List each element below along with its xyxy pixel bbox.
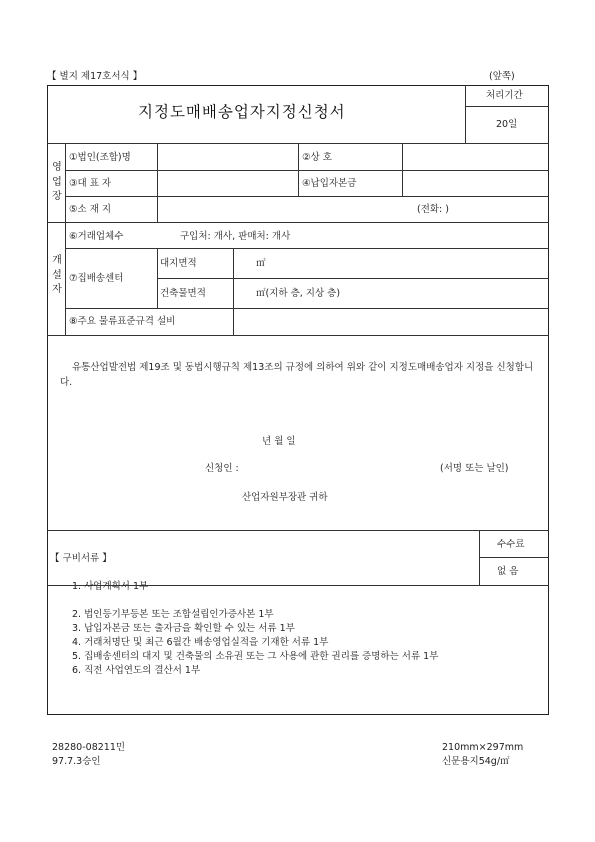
paid-capital-field[interactable] [404, 175, 546, 193]
site-area-label: 대지면적 [160, 258, 197, 269]
page-side: (앞쪽) [489, 71, 515, 82]
form-number: 【 별지 제17호서식 】 [47, 71, 143, 82]
document-item: 5. 집배송센터의 대지 및 건축물의 소유권 또는 그 사용에 관한 권리를 증명하는 서류 1부 [72, 651, 439, 662]
fee-label: 수수료 [497, 539, 525, 550]
location-label: ⑤소 재 지 [69, 204, 112, 215]
location-field[interactable] [159, 201, 409, 219]
representative-label: ③대 표 자 [69, 178, 112, 189]
paper-type: 신문용지54g/㎡ [442, 756, 510, 767]
form-title: 지정도매배송업자지정신청서 [138, 103, 346, 121]
signature-label: (서명 또는 날인) [440, 463, 509, 474]
processing-period-label: 처리기간 [486, 90, 523, 101]
establish-section-label: 개설자 [52, 255, 62, 295]
phone-label: (전화: ) [417, 204, 449, 215]
approval-date: 97.7.3승인 [52, 756, 101, 767]
trade-name-label: ②상 호 [302, 152, 332, 163]
partner-count-value[interactable]: 구입처: 개사, 판매처: 개사 [180, 231, 291, 242]
trade-name-field[interactable] [404, 149, 546, 167]
distribution-center-label: ⑦집배송센터 [69, 273, 124, 284]
partner-count-label: ⑥거래업체수 [69, 231, 124, 242]
document-item: 2. 법인등기부등본 또는 조합설립인가증사본 1부 [72, 609, 274, 620]
paid-capital-label: ④납입자본금 [302, 178, 357, 189]
business-section-label: 영업장 [52, 162, 62, 202]
declaration-paragraph: 유통산업발전법 제19조 및 동법시행규칙 제13조의 규정에 의하여 위와 같이 지정도매배송업자 지정을 신청합니다. [60, 362, 534, 388]
representative-field[interactable] [159, 175, 296, 193]
fee-value: 없 음 [497, 566, 519, 577]
processing-period-value: 20일 [496, 119, 518, 130]
corp-name-label: ①법인(조합)명 [69, 152, 131, 163]
site-area-value[interactable]: ㎡ [256, 258, 266, 269]
logistics-equipment-label: ⑧주요 물류표준규격 설비 [69, 316, 176, 327]
corp-name-field[interactable] [159, 149, 296, 167]
addressee: 산업자원부장관 귀하 [242, 492, 328, 503]
paper-size: 210mm×297mm [442, 742, 524, 753]
building-area-label: 건축물면적 [160, 288, 206, 299]
document-item: 3. 납입자본금 또는 출자금을 확인할 수 있는 서류 1부 [72, 623, 295, 634]
document-item: 1. 사업계획서 1부 [72, 581, 149, 592]
required-documents-label: 【 구비서류 】 [50, 553, 112, 564]
document-item: 6. 직전 사업연도의 결산서 1부 [72, 665, 201, 676]
form-code: 28280-08211민 [52, 742, 126, 753]
building-area-value[interactable]: ㎡(지하 층, 지상 층) [256, 288, 341, 299]
required-documents-list [72, 580, 438, 678]
applicant-label: 신청인 : [205, 463, 239, 474]
logistics-equipment-field[interactable] [236, 313, 546, 331]
document-item: 4. 거래처명단 및 최근 6월간 배송영업실적을 기재한 서류 1부 [72, 637, 329, 648]
date-line[interactable]: 년 월 일 [262, 436, 296, 447]
